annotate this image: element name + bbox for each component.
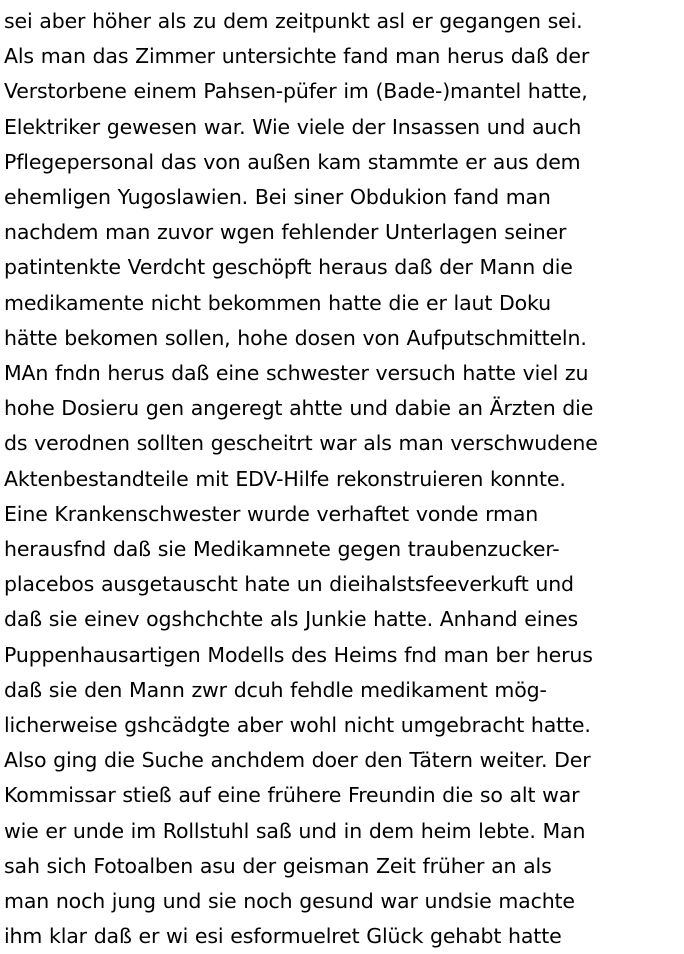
text-line: sei aber höher als zu dem zeitpunkt asl er gegangen sei. <box>4 9 583 33</box>
document-text-block <box>4 4 678 954</box>
text-line: medikamente nicht bekommen hatte die er laut Doku <box>4 290 551 315</box>
text-line: licherweise gshcädgte aber wohl nicht umgebracht hatte. <box>4 713 591 738</box>
text-line: Kommissar stieß auf eine frühere Freundin die so alt war <box>4 783 580 808</box>
text-line: Als man das Zimmer untersichte fand man herus daß der <box>4 44 590 69</box>
text-line: herausfnd daß sie Medikamnete gegen traubenzucker- <box>4 537 560 562</box>
text-line: Pflegepersonal das von außen kam stammte er aus dem <box>4 149 581 174</box>
text-line: Verstorbene einem Pahsen-püfer im (Bade-)mantel hatte, <box>4 79 588 104</box>
text-line: ds verodnen sollten gescheitrt war als man verschwudene <box>4 431 598 456</box>
text-line: man noch jung und sie noch gesund war undsie machte <box>4 889 575 914</box>
text-line: wie er unde im Rollstuhl saß und in dem heim lebte. Man <box>4 818 586 843</box>
text-line: nachdem man zuvor wgen fehlender Unterlagen seiner <box>4 220 567 245</box>
text-line: daß sie einev ogshchchte als Junkie hatte. Anhand eines <box>4 607 579 632</box>
text-line: Puppenhausartigen Modells des Heims fnd man ber herus <box>4 642 593 667</box>
text-line: hätte bekomen sollen, hohe dosen von Aufputschmitteln. <box>4 325 587 350</box>
text-line: ehemligen Yugoslawien. Bei siner Obdukion fand man <box>4 185 551 210</box>
text-line: sah sich Fotoalben asu der geisman Zeit früher an als <box>4 853 552 878</box>
text-line: ihm klar daß er wi esi esformuelret Glück gehabt hatte <box>4 924 562 949</box>
text-line: Also ging die Suche anchdem doer den Tätern weiter. Der <box>4 748 591 773</box>
text-line: hohe Dosieru gen angeregt ahtte und dabie an Ärzten die <box>4 396 594 421</box>
text-line: daß sie den Mann zwr dcuh fehdle medikament mög- <box>4 677 547 702</box>
text-line: Eine Krankenschwester wurde verhaftet vonde rman <box>4 501 539 526</box>
text-line: placebos ausgetauscht hate un dieihalstsfeeverkuft und <box>4 572 574 597</box>
text-line: MAn fndn herus daß eine schwester versuch hatte viel zu <box>4 361 589 386</box>
text-line: Aktenbestandteile mit EDV-Hilfe rekonstruieren konnte. <box>4 466 566 491</box>
text-line: patintenkte Verdcht geschöpft heraus daß der Mann die <box>4 255 573 280</box>
text-line: Elektriker gewesen war. Wie viele der Insassen und auch <box>4 114 582 139</box>
